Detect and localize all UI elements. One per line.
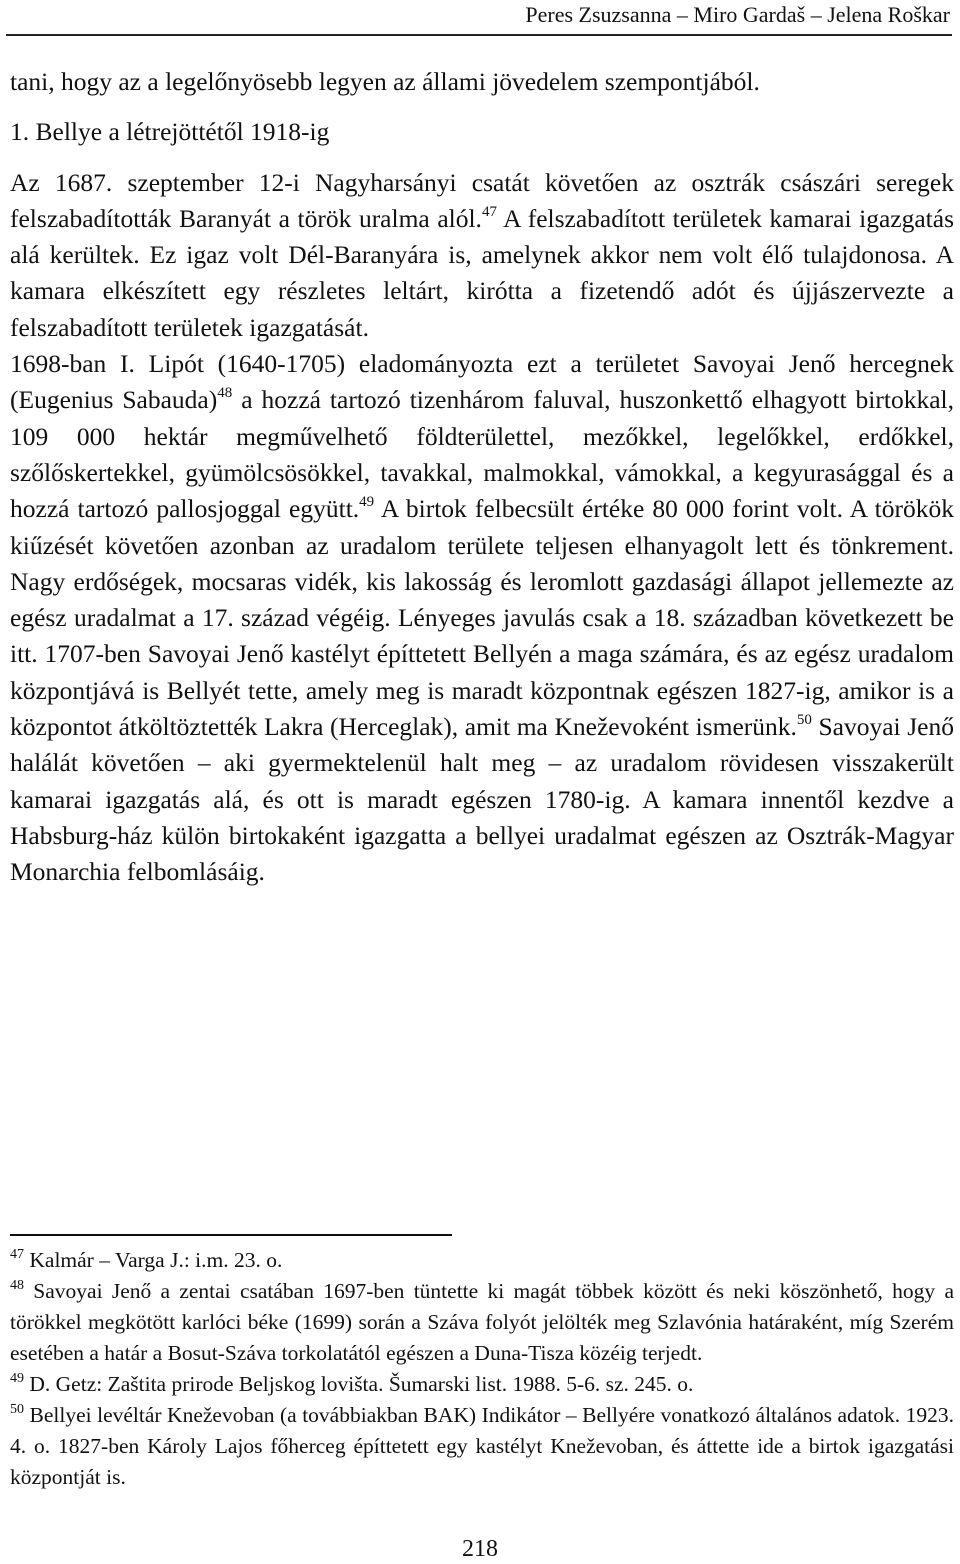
paragraph-text: A birtok felbecsült értéke 80 000 forint volt. A törökök kiűzését követően azonban az uradalom területe teljesen elhanyagolt lett és tönkrement. Nagy erdőségek, mocsaras vidék, kis lakosság és leromlott gazdasági állapot jellemezte az egész uradalmat a 17. század végéig. Lényeges javulás csak a 18. században következett be itt. 1707-ben Savoyai Jenő kastélyt építtetett Bellyén a maga számára, és az egész uradalom központjává is Bellyét tette, amely meg is maradt központnak egészen 1827-ig, amikor is a központot átköltöztették Lakra (Herceglak), amit ma Kneževoként ismerünk. <box>10 494 954 742</box>
footnote-number: 50 <box>10 1402 24 1417</box>
running-title: Peres Zsuzsanna – Miro Gardaš – Jelena Roškar <box>525 2 950 27</box>
footnote-48 <box>10 1276 954 1369</box>
paragraph-savoy <box>10 346 954 890</box>
footnote-rule <box>10 1234 452 1236</box>
section-heading: 1. Bellye a létrejöttétől 1918-ig <box>10 117 330 147</box>
header-rule <box>6 34 952 36</box>
main-text <box>10 64 954 891</box>
footnote-number: 49 <box>10 1371 24 1386</box>
paragraph-continuation: tani, hogy az a legelőnyösebb legyen az állami jövedelem szempontjából. <box>10 67 760 96</box>
running-header <box>0 0 950 32</box>
footnote-ref-48[interactable]: 48 <box>217 385 233 402</box>
paragraph-text: A felszabadított területek kamarai igazgatás alá kerültek. Ez igaz volt Dél-Baranyára is, amelynek akkor nem volt élő tulajdonosa. A kamara elkészített egy részletes leltárt, kirótta a fizetendő adót és újjászervezte a felszabadított területek igazgatását. <box>10 203 954 342</box>
footnote-50 <box>10 1400 954 1493</box>
footnote-ref-47[interactable]: 47 <box>481 203 497 220</box>
footnote-text: Savoyai Jenő a zentai csatában 1697-ben tüntette ki magát többek között és neki köszönhető, hogy a törökkel megkötött karlóci béke (1699) során a Száva folyót jelölték meg Szlavónia határaként, míg Szerém esetében a határ a Bosut-Száva torkolatától egészen a Duna-Tisza közéig terjedt. <box>10 1279 954 1365</box>
page-number: 218 <box>462 1536 498 1562</box>
paragraph-liberation <box>10 165 954 346</box>
footnote-number: 47 <box>10 1247 24 1262</box>
footnote-ref-49[interactable]: 49 <box>359 494 375 511</box>
footnotes <box>10 1245 954 1493</box>
paragraph-text: Savoyai Jenő halálát követően – aki gyermektelenül halt meg – az uradalom rövidesen visszakerült kamarai igazgatás alá, és ott is maradt egészen 1780-ig. A kamara innentől kezdve a Habsburg-ház külön birtokaként igazgatta a bellyei uradalmat egészen az Osztrák-Magyar Monarchia felbomlásáig. <box>10 712 954 887</box>
footnote-text: D. Getz: Zaštita prirode Beljskog lovišta. Šumarski list. 1988. 5-6. sz. 245. o. <box>24 1372 694 1396</box>
footnote-ref-50[interactable]: 50 <box>796 712 812 729</box>
paragraph-text: Az 1687. szeptember 12-i Nagyharsányi csatát követően az osztrák császári seregek felszabadították Baranyát a török uralma alól. <box>10 167 954 233</box>
footnote-text: Bellyei levéltár Kneževoban (a továbbiakban BAK) Indikátor – Bellyére vonatkozó általános adatok. 1923. 4. o. 1827-ben Károly Lajos főherceg építtetett egy kastélyt Kneževoban, és áttette ide a birtok igazgatási központját is. <box>10 1403 954 1489</box>
footnote-text: Kalmár – Varga J.: i.m. 23. o. <box>24 1248 283 1272</box>
paragraph-text: 1698-ban I. Lipót (1640-1705) eladományozta ezt a területet Savoyai Jenő hercegnek (Eugenius Sabauda) <box>10 349 954 415</box>
paragraph-text: a hozzá tartozó tizenhárom faluval, huszonkettő elhagyott birtokkal, 109 000 hektár megművelhető földterülettel, mezőkkel, legelőkkel, erdőkkel, szőlőskertekkel, gyümölcsösökkel, tavakkal, malmokkal, vámokkal, a kegyurasággal és a hozzá tartozó pallosjoggal együtt. <box>10 385 954 524</box>
footnote-47 <box>10 1245 954 1276</box>
footnote-49 <box>10 1369 954 1400</box>
footnote-number: 48 <box>10 1278 24 1293</box>
